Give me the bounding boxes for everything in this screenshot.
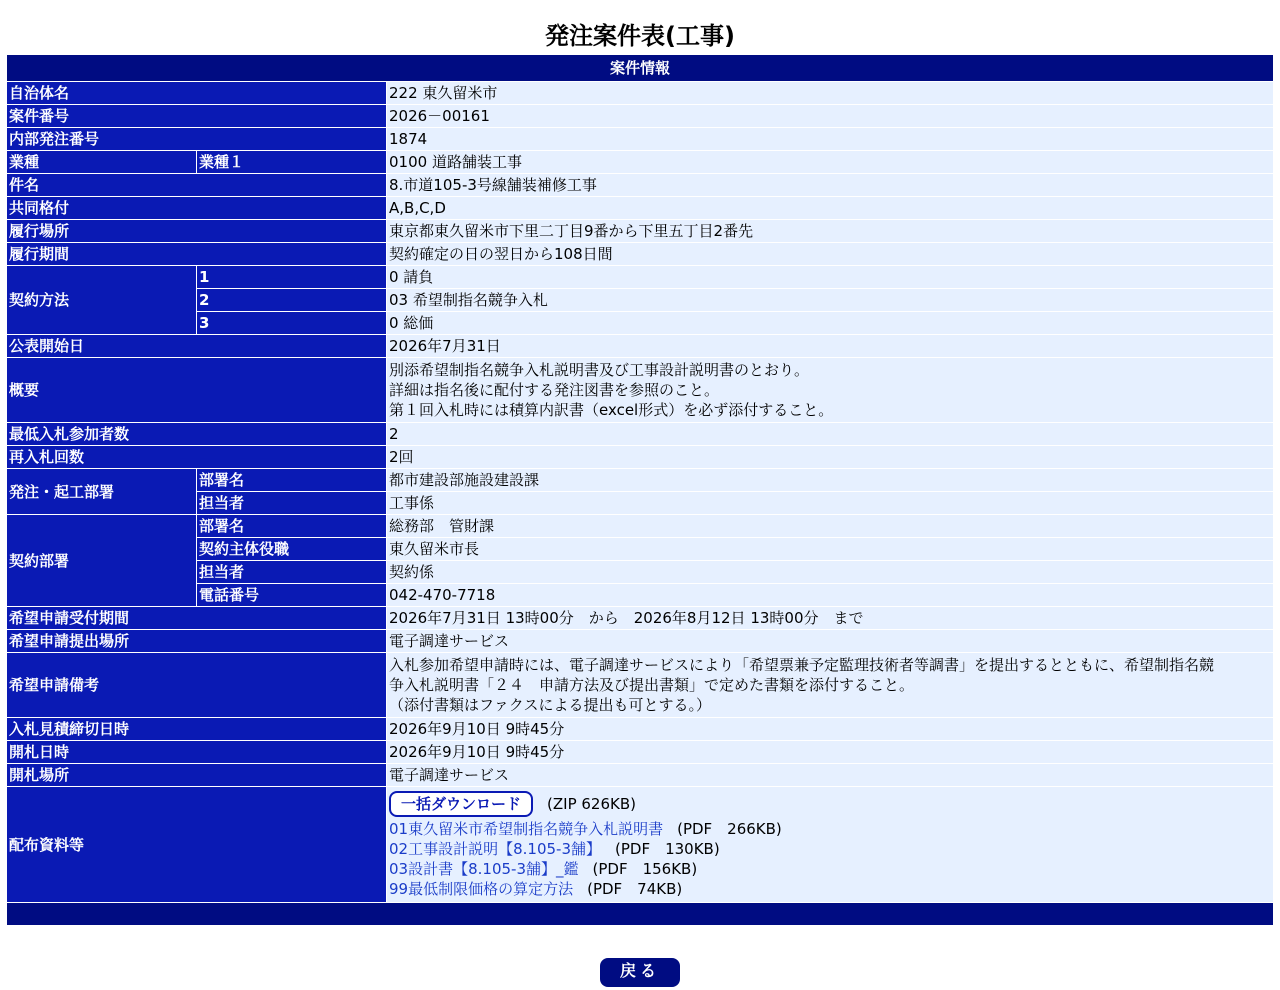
apply-place-label: 希望申請提出場所	[7, 630, 387, 653]
publish-date-label: 公表開始日	[7, 335, 387, 358]
ordering-dept-sublabel: 担当者	[197, 492, 387, 515]
case-no-label: 案件番号	[7, 105, 387, 128]
ordering-dept-value: 都市建設部施設建設課	[387, 469, 1274, 492]
contract-method-sublabel: 1	[197, 266, 387, 289]
apply-notes-line: 入札参加希望申請時には、電子調達サービスにより「希望票兼予定監理技術者等調書」を提出するとともに、希望制指名競	[389, 656, 1215, 674]
document-size: (PDF 130KB)	[615, 840, 720, 858]
contract-method-value: 0 請負	[387, 266, 1274, 289]
joint-rank-value: A,B,C,D	[387, 197, 1274, 220]
contract-dept-value: 東久留米市長	[387, 538, 1274, 561]
contract-method-sublabel: 3	[197, 312, 387, 335]
contract-method-value: 03 希望制指名競争入札	[387, 289, 1274, 312]
summary-line: 第１回入札時には積算内訳書（excel形式）を必ず添付すること。	[389, 401, 834, 419]
location-label: 履行場所	[7, 220, 387, 243]
contract-dept-sublabel: 契約主体役職	[197, 538, 387, 561]
document-size: (PDF 156KB)	[592, 860, 698, 878]
opening-date-value: 2026年9月10日 9時45分	[387, 741, 1274, 764]
document-size: (PDF 266KB)	[677, 820, 782, 838]
period-value: 契約確定の日の翌日から108日間	[387, 243, 1274, 266]
contract-dept-label: 契約部署	[7, 515, 197, 607]
page-title: 発注案件表(工事)	[545, 22, 735, 50]
summary-label: 概要	[7, 358, 387, 423]
contract-method-sublabel: 2	[197, 289, 387, 312]
document-link[interactable]: 99最低制限価格の算定方法	[389, 880, 574, 898]
apply-period-value: 2026年7月31日 13時00分 から 2026年8月12日 13時00分 まで	[387, 607, 1274, 630]
industry-value: 0100 道路舗装工事	[387, 151, 1274, 174]
footer-bar	[7, 903, 1274, 926]
bid-deadline-value: 2026年9月10日 9時45分	[387, 718, 1274, 741]
back-button[interactable]: 戻る	[600, 958, 680, 987]
rebid-count-value: 2回	[387, 446, 1274, 469]
bid-deadline-label: 入札見積締切日時	[7, 718, 387, 741]
industry-label: 業種	[7, 151, 197, 174]
document-link[interactable]: 01東久留米市希望制指名競争入札説明書	[389, 820, 664, 838]
min-bidders-label: 最低入札参加者数	[7, 423, 387, 446]
case-name-value: 8.市道105-3号線舗装補修工事	[387, 174, 1274, 197]
location-value: 東京都東久留米市下里二丁目9番から下里五丁目2番先	[387, 220, 1274, 243]
case-info-table	[6, 54, 1274, 926]
section-header: 案件情報	[7, 55, 1274, 82]
apply-period-label: 希望申請受付期間	[7, 607, 387, 630]
bulk-download-button[interactable]: 一括ダウンロード	[389, 791, 533, 817]
contract-dept-sublabel: 担当者	[197, 561, 387, 584]
apply-notes-label: 希望申請備考	[7, 653, 387, 718]
contract-method-label: 契約方法	[7, 266, 197, 335]
min-bidders-value: 2	[387, 423, 1274, 446]
opening-place-value: 電子調達サービス	[387, 764, 1274, 787]
bulk-size: (ZIP 626KB)	[547, 795, 636, 813]
municipality-value: 222 東久留米市	[387, 82, 1274, 105]
document-link[interactable]: 03設計書【8.105-3舗】_鑑	[389, 860, 579, 878]
apply-place-value: 電子調達サービス	[387, 630, 1274, 653]
opening-date-label: 開札日時	[7, 741, 387, 764]
document-size: (PDF 74KB)	[587, 880, 683, 898]
summary-line: 別添希望制指名競争入札説明書及び工事設計説明書のとおり。	[389, 361, 810, 379]
back-wrap	[0, 958, 1280, 987]
ordering-dept-label: 発注・起工部署	[7, 469, 197, 515]
contract-method-value: 0 総価	[387, 312, 1274, 335]
contract-dept-value: 042-470-7718	[387, 584, 1274, 607]
period-label: 履行期間	[7, 243, 387, 266]
summary-value	[387, 358, 1274, 423]
opening-place-label: 開札場所	[7, 764, 387, 787]
case-no-value: 2026－00161	[387, 105, 1274, 128]
contract-dept-sublabel: 部署名	[197, 515, 387, 538]
contract-dept-sublabel: 電話番号	[197, 584, 387, 607]
documents-list	[387, 787, 1274, 903]
publish-date-value: 2026年7月31日	[387, 335, 1274, 358]
contract-dept-value: 契約係	[387, 561, 1274, 584]
apply-notes-line: 争入札説明書「２４ 申請方法及び提出書類」で定めた書類を添付すること。	[389, 676, 915, 694]
document-link[interactable]: 02工事設計説明【8.105-3舗】	[389, 840, 601, 858]
rebid-count-label: 再入札回数	[7, 446, 387, 469]
apply-notes-line: （添付書類はファクスによる提出も可とする。）	[389, 696, 712, 714]
apply-notes-value	[387, 653, 1274, 718]
ordering-dept-sublabel: 部署名	[197, 469, 387, 492]
internal-no-value: 1874	[387, 128, 1274, 151]
industry-sublabel: 業種１	[197, 151, 387, 174]
summary-line: 詳細は指名後に配付する発注図書を参照のこと。	[389, 381, 720, 399]
ordering-dept-value: 工事係	[387, 492, 1274, 515]
contract-dept-value: 総務部 管財課	[387, 515, 1274, 538]
internal-no-label: 内部発注番号	[7, 128, 387, 151]
case-name-label: 件名	[7, 174, 387, 197]
joint-rank-label: 共同格付	[7, 197, 387, 220]
documents-label: 配布資料等	[7, 787, 387, 903]
municipality-label: 自治体名	[7, 82, 387, 105]
